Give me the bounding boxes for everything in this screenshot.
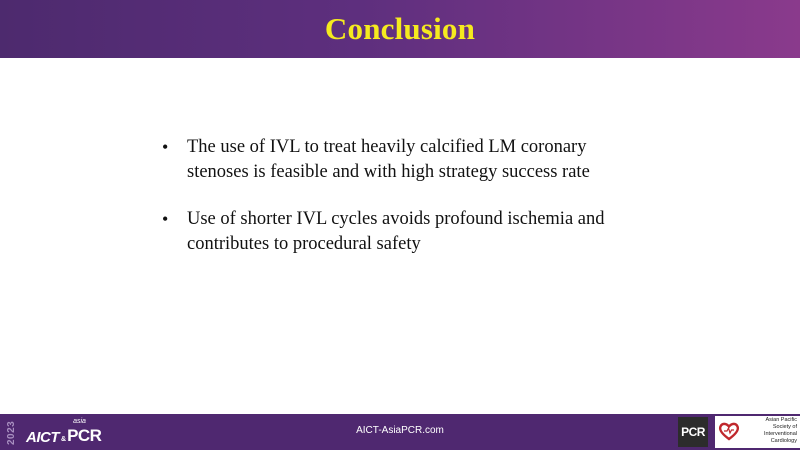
logo-aict-text: AICT [26, 429, 59, 446]
society-line: Asian Pacific [765, 417, 797, 423]
heart-icon [718, 420, 740, 442]
year-label: 2023 [6, 420, 17, 446]
society-line: Cardiology [770, 438, 797, 444]
slide-footer [0, 414, 800, 450]
society-line: Interventional [763, 431, 797, 437]
slide-title: Conclusion [324, 11, 476, 46]
bullet-dot-icon: • [162, 137, 169, 157]
bullet-dot-icon: • [162, 209, 169, 229]
bullet-list [160, 135, 640, 279]
pcr-logo [678, 417, 708, 447]
bullet-item [160, 135, 640, 184]
website-text: AICT-AsiaPCR.com [356, 425, 444, 436]
bullet-item [160, 207, 640, 256]
bullet-text: Use of shorter IVL cycles avoids profound ischemia and contributes to procedural safety [187, 209, 605, 254]
society-name [739, 417, 797, 445]
society-line: Society of [772, 424, 797, 430]
bullet-text: The use of IVL to treat heavily calcified LM coronary stenoses is feasible and with high strategy success rate [187, 137, 590, 182]
pcr-logo-text: PCR [681, 425, 705, 439]
logo-amp-text: & [61, 436, 67, 443]
apsic-logo [715, 416, 800, 448]
logo-asia-text: asia [73, 418, 86, 425]
slide-header [0, 0, 800, 58]
logo-pcr-text: PCR [67, 426, 102, 445]
